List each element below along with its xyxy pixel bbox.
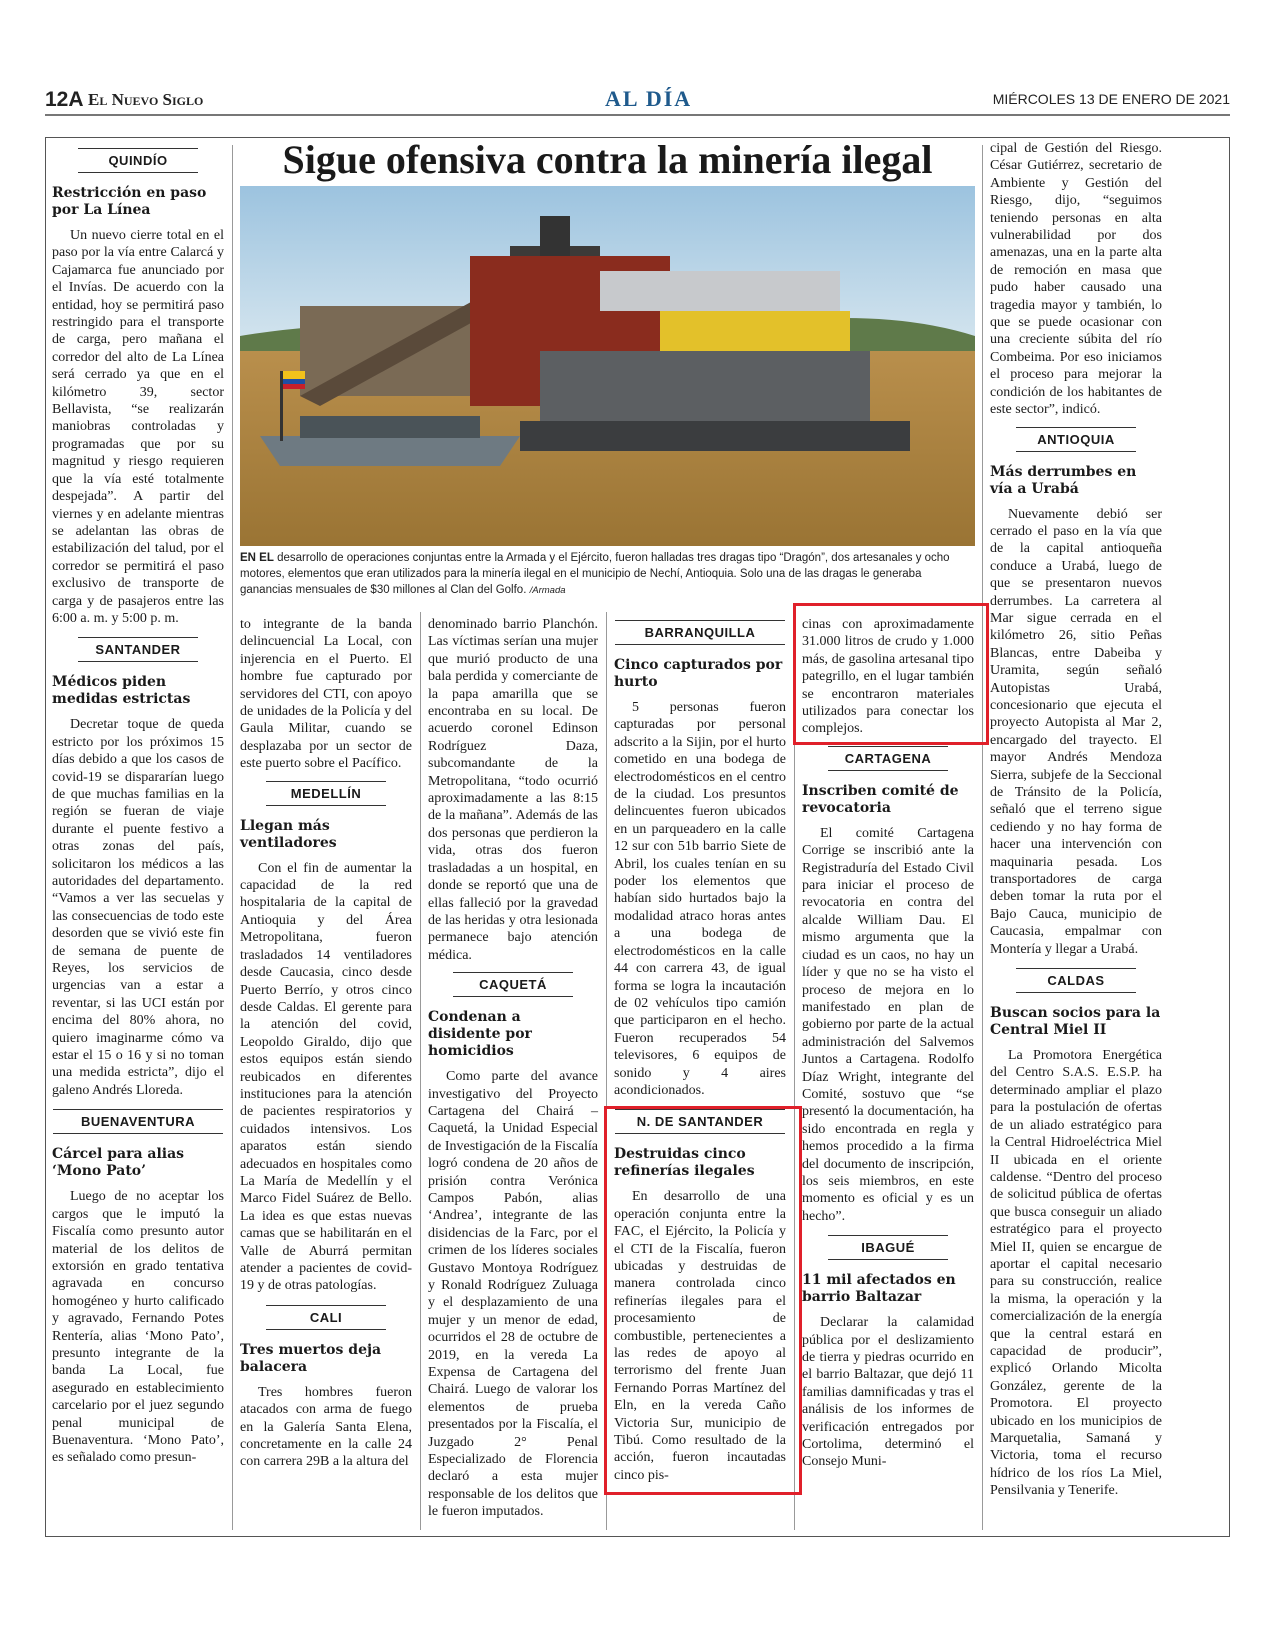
story-body: La Promotora Energética del Centro S.A.S. E.S.P. ha determinado ampliar el plazo para la postulación de ofertas de un aliado estratégico para la Central Hidroeléctrica Miel II ubicada en el oriente caldense. “Dentro del proceso de solicitud pública de ofertas que busca conseguir un aliado estratégico para el proyecto Miel II, quien se encargue de aportar el capital necesario para su construcción, realice la misma, la operación y la comercialización de la energía que la central estará en capacidad de producir”, explicó Orlando Micolta González, gerente de la Promotora. El proyecto ubicado en los municipios de Marquetalia, Samaná y Victoria, toma el recurso hídrico de los ríos La Miel, Pensilvania y Tenerife. bbox=[990, 1048, 1162, 1499]
story-continuation: cinas con aproximadamente 31.000 litros de crudo y 1.000 más, de gasolina artesanal tipo pategrillo, en el lugar también se encontraron materiales utilizados para conectar los complejos. bbox=[802, 617, 974, 737]
kicker-antioquia: ANTIOQUIA bbox=[1016, 427, 1136, 452]
newspaper-name: El Nuevo Siglo bbox=[88, 90, 204, 109]
story-body: Tres hombres fueron atacados con arma de fuego en la Galería Santa Elena, concretamente en la calle 24 con carrera 29B a la altura del bbox=[240, 1384, 412, 1470]
story-continuation: denominado barrio Planchón. Las víctimas serían una mujer que murió producto de una bala perdida y comerciante de la papa amarilla que se encontraba en su local. De acuerdo coronel Edinson Rodríguez Daza, subcomandante de la Metropolitana, “todo ocurrió aproximadamente a las 8:15 de la mañana”. Además de las dos personas que perdieron la vida, otras dos fueron trasladadas a un hospital, en donde se reportó que una de ellas falleció por la gravedad de las heridas y otra lesionada permanece bajo atención médica. bbox=[428, 617, 598, 963]
highlight-box-refinerias bbox=[604, 1106, 802, 1495]
kicker-medellin: MEDELLÍN bbox=[266, 781, 386, 806]
story-buenaventura bbox=[52, 1109, 224, 1467]
story-cali bbox=[240, 1305, 412, 1471]
column-1 bbox=[52, 140, 224, 1477]
story-caqueta bbox=[428, 972, 598, 1521]
story-caldas bbox=[990, 968, 1162, 1500]
story-body: Como parte del avance investigativo del Proyecto Cartagena del Chairá – Caquetá, la Unidad Especial de Investigación de la Fiscalía logró condena de 20 años de prisión contra Verónica Campos Pabón, alias ‘Andrea’, integrante de las disidencias de la Farc, por el crimen de los líderes sociales Gustavo Montoya Rodríguez y Ronald Rodríguez Zuluaga y el desplazamiento de una mujer y un menor de edad, ocurridos el 28 de octubre de 2019, en la vereda La Expensa de Cartagena del Chairá. Luego de valorar los elementos de prueba presentados por la Fiscalía, el Juzgado 2° Penal Especializado de Florencia declaró a esta mujer responsable de los delitos que le fueron imputados. bbox=[428, 1069, 598, 1520]
page-number: 12A bbox=[45, 88, 84, 111]
kicker-ibague: IBAGUÉ bbox=[828, 1235, 948, 1260]
column-divider bbox=[420, 612, 421, 1530]
story-body: El comité Cartagena Corrige se inscribió ante la Registraduría del Estado Civil para iniciar el proceso de revocatoria en contra del alcalde William Dau. El mismo argumenta que la ciudad es un caos, no hay un líder y que no se ha visto el proceso de mejora en lo manifestado en plan de gobierno por parte de la actual administración del Salvemos Juntos a Cartagena. Rodolfo Díaz Wright, integrante del Comité, sostuvo que “se presentó la documentación, ha sido encontrada en regla y hemos procedido a la firma del documento de inscripción, los seis miembros, en este momento es oficial y es un hecho”. bbox=[802, 825, 974, 1224]
kicker-caldas: CALDAS bbox=[1016, 968, 1136, 993]
story-title: Condenan a disidente por homicidios bbox=[428, 1009, 532, 1060]
column-5 bbox=[802, 616, 974, 1481]
caption-credit: /Armada bbox=[529, 585, 566, 596]
story-ibague bbox=[802, 1235, 974, 1471]
story-title: Inscriben comité de revocatoria bbox=[802, 782, 959, 816]
story-body: En desarrollo de una operación conjunta entre la FAC, el Ejército, la Policía y el CTI de la Fiscalía, fueron ubicadas y destruidas de manera controlada cinco refinerías ilegales para el procesamiento de combustible, pertenecientes a las redes de apoyo al terrorismo del frente Juan Fernando Porras Martínez del Eln, en la vereda Caño Victoria Sur, municipio de Tibú. Como resultado de la acción, fueron incautadas cinco pis- bbox=[614, 1189, 786, 1483]
kicker-caqueta: CAQUETÁ bbox=[453, 972, 573, 997]
column-divider bbox=[232, 145, 233, 1530]
kicker-barranquilla: BARRANQUILLA bbox=[615, 620, 785, 645]
main-photo bbox=[240, 186, 975, 546]
photo-caption bbox=[240, 550, 975, 599]
column-6 bbox=[990, 140, 1162, 1510]
caption-text: desarrollo de operaciones conjuntas entre la Armada y el Ejército, fueron halladas tres dragas tipo “Dragón”, dos artesanales y ocho motores, elementos que eran utilizados para la minería ilegal en el municipio de Nechí, Antioquia. Solo una de las dragas le generaba ganancias mensuales de $30 millones al Clan del Golfo. bbox=[240, 552, 950, 596]
kicker-cali: CALI bbox=[266, 1305, 386, 1330]
story-title: Médicos piden medidas estrictas bbox=[52, 674, 191, 708]
kicker-buenaventura: BUENAVENTURA bbox=[53, 1109, 223, 1134]
kicker-quindio: QUINDÍO bbox=[78, 148, 198, 173]
column-3 bbox=[428, 616, 598, 1531]
story-title: Buscan socios para la Central Miel II bbox=[990, 1005, 1161, 1039]
story-title: 11 mil afectados en barrio Baltazar bbox=[802, 1272, 956, 1306]
story-title: Más derrumbes en vía a Urabá bbox=[990, 463, 1137, 497]
story-title: Tres muertos deja balacera bbox=[240, 1341, 382, 1375]
story-continuation: cipal de Gestión del Riesgo. César Gutiérrez, secretario de Ambiente y Gestión del Riesgo, dijo, “seguimos teniendo personas en alta vulnerabilidad por dos amenazas, una en la parte alta de remoción en masa que pudo haber causado una tragedia mayor y también, lo que se puede ocasionar con una creciente súbita del río Combeima. Por eso iniciamos el proceso para mejorar la condición de los habitantes de este sector”, indicó. bbox=[990, 141, 1162, 418]
kicker-santander: SANTANDER bbox=[78, 637, 198, 662]
story-cartagena bbox=[802, 746, 974, 1225]
story-body: Nuevamente debió ser cerrado el paso en la vía que de la capital antioqueña conduce a Urabá, luego de que se presentaron nuevos derrumbes. La carretera al Mar sigue cerrada en el kilómetro 26, sitio Peñas Blancas, entre Dabeiba y Uramita, según señaló Autopistas Urabá, concesionario que ejecuta el proyecto Autopista al Mar 2, encargado del trayecto. El mayor Andrés Mendoza Sierra, subjefe de la Seccional de Tránsito de la Policía, señaló que el terreno sigue cediendo y no hay forma de hacer una intervención con maquinaria pesada. Los transportadores de carga deben tomar la ruta por el Bajo Cauca, municipio de Caucasia, empalmar con Montería y llegar a Urabá. bbox=[990, 506, 1162, 957]
column-divider bbox=[982, 145, 983, 1530]
story-body: Declarar la calamidad pública por el deslizamiento de tierra y piedras ocurrido en el barrio Baltazar, que dejó 11 familias damnificadas y tras el análisis de los informes de verificación entregados por Cortolima, determinó el Consejo Muni- bbox=[802, 1315, 974, 1470]
story-title: Cárcel para alias ‘Mono Pato’ bbox=[52, 1146, 185, 1180]
header-divider bbox=[45, 114, 1230, 116]
highlight-box-continuation bbox=[793, 603, 989, 745]
mining-dredge-image bbox=[240, 186, 975, 546]
kicker-cartagena: CARTAGENA bbox=[828, 746, 948, 771]
story-quindio bbox=[52, 148, 224, 627]
story-title: Cinco capturados por hurto bbox=[614, 657, 783, 690]
story-antioquia bbox=[990, 427, 1162, 959]
story-body: Luego de no aceptar los cargos que le imputó la Fiscalía como presunto autor material de los delitos de extorsión en grado tentativa agravada en concurso homogéneo y hurto calificado y agravado, Fernando Potes Rentería, alias ‘Mono Pato’, presunto integrante de la banda La Local, fue asegurado en establecimiento carcelario por el juez segundo penal municipal de Buenaventura. ‘Mono Pato’, es señalado como presun- bbox=[52, 1189, 224, 1466]
story-body: Decretar toque de queda estricto por los próximos 15 días debido a que los casos de covid-19 se dispararían luego de que muchas familias en la región se fueran de viaje durante el puente festivo a otras zonas del país, solicitaron los médicos a las autoridades del departamento. “Vamos a ver las secuelas y las consecuencias de todo este desorden que se vivió este fin de semana de puente de Reyes, los servicios de urgencias van a estar a reventar, si las UCI están por encima del 80% ahora, no quiero imaginarme cómo va estar el 15 o 16 y si no toman una medida estricta”, dijo el galeno Andrés Lloreda. bbox=[52, 717, 224, 1098]
story-body: Un nuevo cierre total en el paso por la vía entre Calarcá y Cajamarca fue anunciado por el Invías. De acuerdo con la entidad, hoy se permitirá paso restringido para el transporte de carga, pero mañana el corredor del alto de La Línea será cerrado ya que en el kilómetro 39, sector Bellavista, “se realizarán maniobras controladas y programadas que por su magnitud y riesgo requieren que la vía esté totalmente despejada”. A partir del viernes y en adelante mientras se adelantan las obras de estabilización del talud, por el corredor se permitirá el paso exclusivo de transporte de carga y de pasajeros entre las 6:00 a. m. y 5:00 p. m. bbox=[52, 228, 224, 626]
story-body: Con el fin de aumentar la capacidad de la red hospitalaria de la capital de Antioquia y del Área Metropolitana, fueron trasladados 14 ventiladores desde Caucasia, cinco desde Puerto Berrío, y otros cinco desde Caldas. El gerente para la atención del covid, Leopoldo Giraldo, dijo que estos equipos están siendo reubicados en diferentes instituciones para la atención de pacientes respiratorios y cuidados intensivos. Los aparatos están siendo adecuados en hospitales como La María de Medellín y el Marco Fidel Suárez de Bello. La idea es que estas nuevas camas que se habilitarán en el Valle de Aburrá permitan atender a pacientes de covid-19 y de otras patologías. bbox=[240, 860, 412, 1294]
story-continuation: to integrante de la banda delincuencial La Local, con injerencia en el Puerto. El hombre fue capturado por servidores del CTI, con apoyo de unidades de la Policía y del Gaula Militar, cuando se desplazaba por un sector de este puerto sobre el Pacífico. bbox=[240, 617, 412, 772]
story-santander bbox=[52, 637, 224, 1099]
section-title: AL DÍA bbox=[605, 86, 693, 111]
story-body: 5 personas fueron capturadas por personal adscrito a la Sijin, por el hurto cometido en una bodega de electrodomésticos en el centro de la ciudad. Los presuntos delincuentes fueron ubicados en un parqueadero en la calle 12 sur con 51b barrio Siete de Abril, los cuales tenían en su poder los elementos que habían sido hurtados bajo la modalidad atraco horas antes a una bodega de electrodomésticos en la calle 44 con carrera 43, de igual forma se logra la incautación de 02 vehículos tipo camión que participaron en el hecho. Fueron recuperados 54 televisores, 6 equipos de sonido y 4 aires acondicionados. bbox=[614, 700, 786, 1098]
story-barranquilla bbox=[614, 620, 786, 1099]
story-title: Llegan más ventiladores bbox=[240, 817, 337, 851]
column-2 bbox=[240, 616, 412, 1481]
main-headline: Sigue ofensiva contra la minería ilegal bbox=[282, 137, 933, 182]
publication-date: MIÉRCOLES 13 DE ENERO DE 2021 bbox=[992, 91, 1230, 107]
kicker-norte-santander: N. DE SANTANDER bbox=[615, 1109, 785, 1134]
story-title: Restricción en paso por La Línea bbox=[52, 185, 207, 218]
story-title: Destruidas cinco refinerías ilegales bbox=[614, 1146, 755, 1180]
story-medellin bbox=[240, 781, 412, 1295]
page-header bbox=[45, 86, 1230, 114]
caption-lead: EN EL bbox=[240, 552, 274, 564]
